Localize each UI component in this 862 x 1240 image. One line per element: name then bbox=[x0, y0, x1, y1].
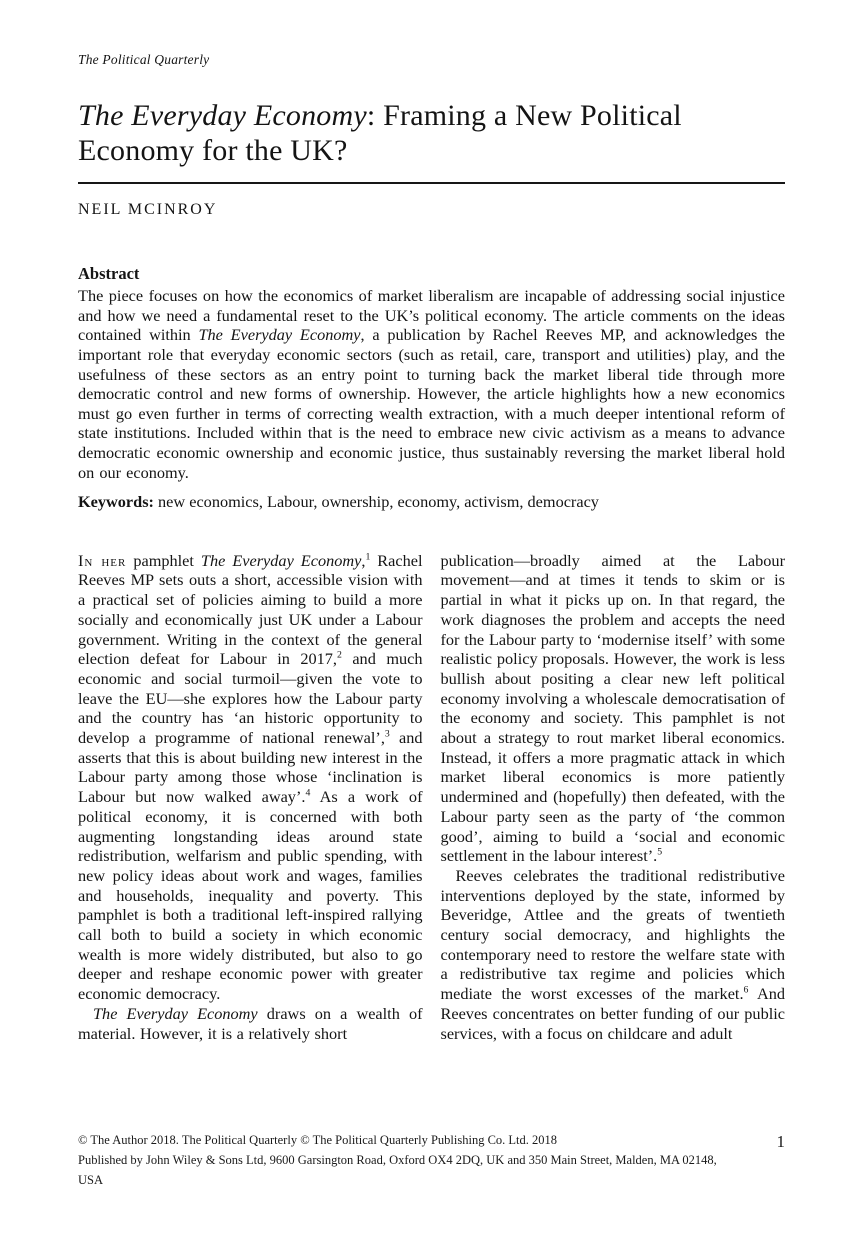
footer-copyright-line: © The Author 2018. The Political Quarterly © The Political Quarterly Publishing Co. Ltd. 2018 bbox=[78, 1133, 558, 1147]
body-paragraph: The Everyday Economy draws on a wealth of material. However, it is a relatively short bbox=[78, 1003, 423, 1043]
footer-publisher-line: Published by John Wiley & Sons Ltd, 9600 Garsington Road, Oxford OX4 2DQ, UK and 350 Main Street, Malden, MA 02148, USA bbox=[78, 1152, 717, 1187]
body-columns bbox=[78, 551, 785, 1044]
page-number: 1 bbox=[776, 1132, 785, 1151]
journal-name: The Political Quarterly bbox=[78, 52, 210, 67]
body-column-left bbox=[78, 551, 423, 1044]
body-paragraph: publication—broadly aimed at the Labour movement—and at times it tends to skim or is partial in what it picks up on. In that regard, the work diagnoses the problem and accepts the need for the Labour party to ‘modernise itself’ with some realistic policy proposals. However, the work is less bullish about positing a clear new left political economy involving a wholescale democratisation of the economy and society. This pamphlet is not about a strategy to rout market liberal economics. Instead, it offers a more pragmatic attack in which market liberal economics is more patiently undermined and (hopefully) then defeated, with the Labour party seen as the party of ‘the common good’, aiming to build a ‘social and economic settlement in the labour interest’.$^5$ bbox=[440, 550, 785, 866]
article-title: The Everyday Economy: Framing a New Political Economy for the UK? bbox=[78, 99, 682, 168]
body-paragraph: In her pamphlet The Everyday Economy,$^1$ Rachel Reeves MP sets outs a short, accessible vision with a practical set of policies aiming to build a more socially and economically just UK under a Labour government. Writing in the context of the general election defeat for Labour in 2017,$^2$ and much economic and social turmoil—given the vote to leave the EU—she explores how the Labour party and the country has ‘an historic opportunity to develop a programme of national renewal’,$^3$ and asserts that this is about building new interest in the Labour party among those whose ‘inclination is Labour but now walked away’.$^4$ As a work of political economy, it is concerned with both augmenting longstanding ideas around state redistribution, welfarism and public spending, with new policy ideas about work and wages, families and households, inequality and poverty. This pamphlet is both a traditional left-inspired rallying call both to build a society in which economic wealth is more widely distributed, but also to go deeper and reshape economic power with greater economic democracy. bbox=[78, 550, 423, 1004]
abstract-heading: Abstract bbox=[78, 264, 140, 284]
abstract-text: The piece focuses on how the economics of market liberalism are incapable of addressing social injustice and how we need a fundamental reset to the UK’s political economy. The article comments on the ideas contained within The Everyday Economy, a publication by Rachel Reeves MP, and acknowledges the important role that everyday economic sectors (such as retail, care, transport and utilities) play, and the usefulness of these sectors as an entry point to turning back the market liberal tide through more democratic control and new forms of ownership. However, the article highlights how a new economics must go even further in terms of correcting wealth extraction, with a much deeper intentional reform of state institutions. Included within that is the need to embrace new civic activism as a means to advance democratic economic ownership and economic justice, thus sustainably reversing the market liberal hold on our economy. bbox=[78, 286, 785, 482]
keywords-line: Keywords: new economics, Labour, ownership, economy, activism, democracy bbox=[78, 492, 599, 512]
page-footer bbox=[78, 1131, 785, 1190]
footer-copyright-block bbox=[78, 1131, 785, 1190]
author-name: NEIL MCINROY bbox=[78, 201, 218, 219]
title-divider-rule bbox=[78, 182, 785, 184]
body-paragraph: Reeves celebrates the traditional redistributive interventions deployed by the state, informed by Beveridge, Attlee and the greats of twentieth century social democracy, and highlights the contemporary need to restore the welfare state with a redistributive tax regime and policies which mediate the worst excesses of the market.$^6$ And Reeves concentrates on better funding of our public services, with a focus on childcare and adult bbox=[440, 865, 785, 1043]
body-column-right bbox=[441, 551, 786, 1044]
